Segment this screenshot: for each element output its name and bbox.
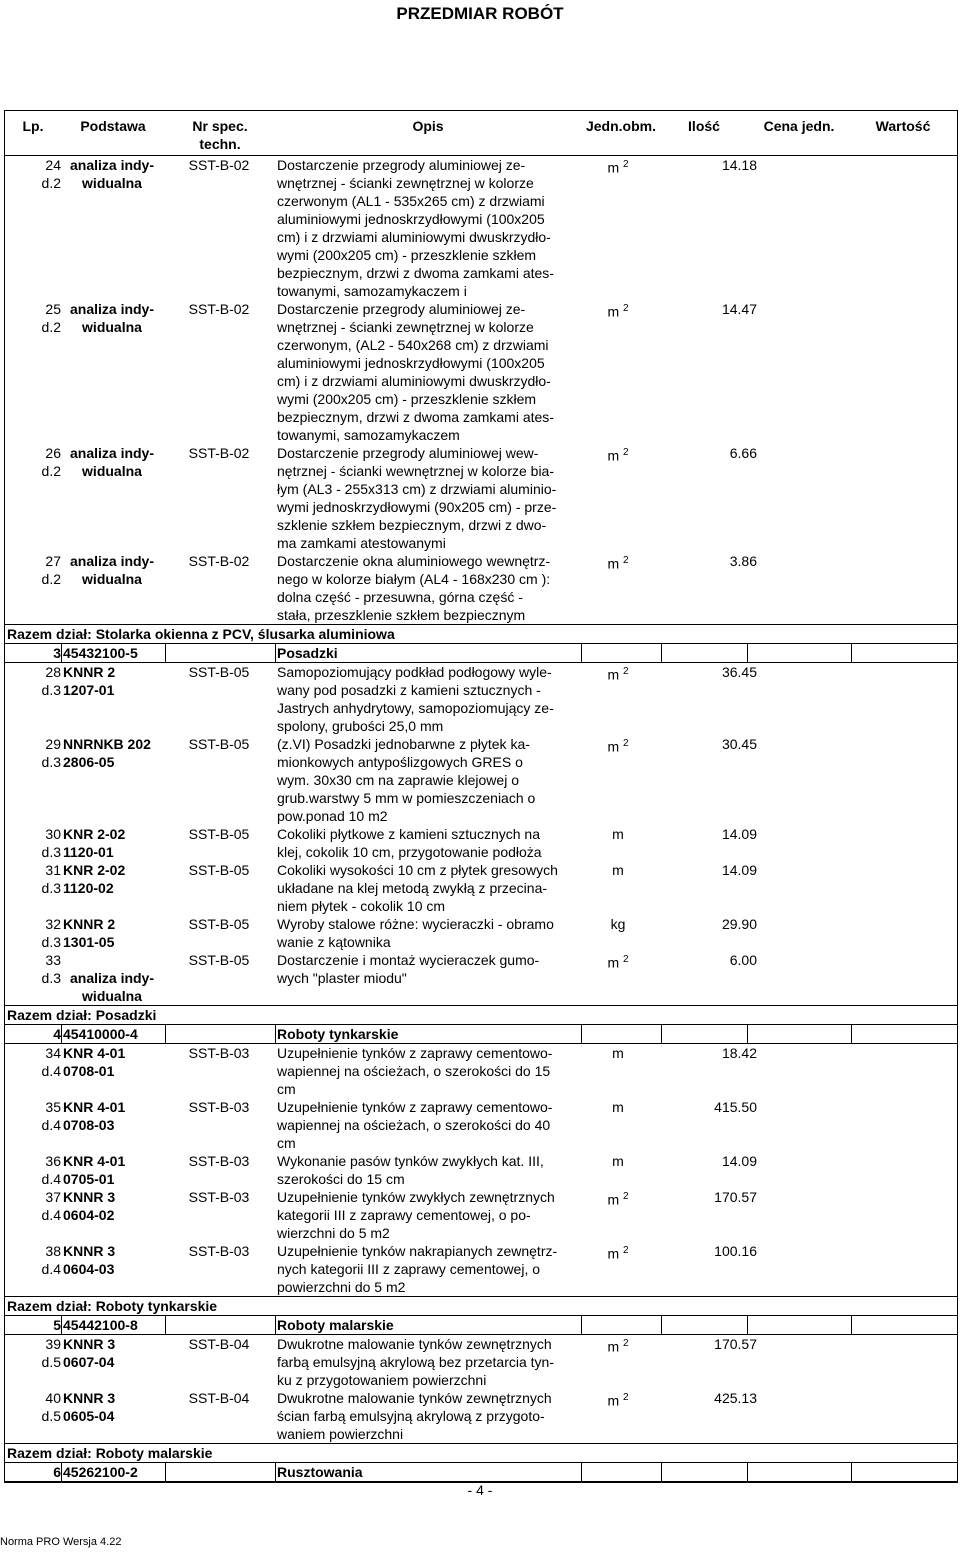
quantity-cell: 14.47 — [721, 301, 757, 317]
grid-line — [851, 1462, 852, 1482]
table-row — [5, 1188, 957, 1242]
quantity-cell: 30.45 — [721, 736, 757, 752]
opis-cell: Samopoziomujący podkład podłogowy wyle- wany pod posadzki z kamieni sztucznych - Jastrych anhydrytowy, samopoziomujący ze- spolony, grubości 25,0 mm — [277, 664, 554, 734]
table-row — [5, 156, 957, 300]
nr-spec-cell: SST-B-05 — [188, 862, 250, 878]
unit-cell: m — [612, 1099, 624, 1115]
quantity-cell: 3.86 — [729, 553, 757, 569]
table-row — [5, 951, 957, 1005]
podstawa-cell: KNR 4-01 0708-03 — [63, 1099, 126, 1133]
section-header-row — [5, 1462, 957, 1482]
section-number: 3 — [53, 645, 61, 661]
header-opis: Opis — [412, 118, 444, 134]
nr-spec-cell: SST-B-03 — [188, 1045, 250, 1061]
unit-cell: m — [612, 862, 624, 878]
software-footer: Norma PRO Wersja 4.22 — [0, 1536, 122, 1548]
lp-cell: 25 d.2 — [41, 301, 61, 335]
podstawa-cell: KNNR 3 0604-02 — [63, 1189, 116, 1223]
grid-line — [275, 1315, 276, 1335]
table-row — [5, 552, 957, 624]
podstawa-cell: NNRNKB 202 2806-05 — [63, 736, 151, 770]
grid-line — [581, 1315, 582, 1335]
lp-cell: 30 d.3 — [41, 826, 61, 860]
grid-line — [165, 1315, 166, 1335]
grid-line — [275, 643, 276, 663]
page-title: PRZEDMIAR ROBÓT — [396, 4, 564, 23]
section-header-row — [5, 1024, 957, 1044]
grid-line — [747, 643, 748, 663]
grid-line — [747, 1315, 748, 1335]
section-number: 5 — [53, 1317, 61, 1333]
header-ilosc: Ilość — [688, 118, 720, 134]
table-row — [5, 825, 957, 861]
quantity-cell: 14.09 — [721, 1153, 757, 1169]
table-row — [5, 1152, 957, 1188]
opis-cell: (z.VI) Posadzki jednobarwne z płytek ka- mionkowych antypoślizgowych GRES o wym. 30x30 cm na zaprawie klejowej o grub.warstwy 5 mm w pomieszczeniach o pow.ponad 10 m2 — [277, 736, 536, 824]
opis-cell: Uzupełnienie tynków nakrapianych zewnętrz- nych kategorii III z zaprawy cementowej, o powierzchni do 5 m2 — [277, 1243, 558, 1295]
grid-line — [851, 643, 852, 663]
unit-cell: m $^2$ — [607, 303, 629, 320]
header-cena: Cena jedn. — [763, 118, 835, 134]
quantity-cell: 6.00 — [729, 952, 757, 968]
unit-cell: m $^2$ — [607, 447, 629, 464]
lp-cell: 36 d.4 — [41, 1153, 61, 1187]
lp-cell: 35 d.4 — [41, 1099, 61, 1133]
section-total-row: Razem dział: Roboty tynkarskie — [5, 1296, 957, 1315]
podstawa-cell: KNNR 3 0605-04 — [63, 1390, 116, 1424]
table-row — [5, 915, 957, 951]
grid-line — [747, 1024, 748, 1044]
grid-line — [581, 1462, 582, 1482]
table-row — [5, 663, 957, 735]
grid-line — [61, 643, 62, 663]
grid-line — [851, 1315, 852, 1335]
nr-spec-cell: SST-B-03 — [188, 1189, 250, 1205]
podstawa-cell: analiza indy- widualna — [69, 445, 155, 479]
table-row — [5, 1389, 957, 1443]
podstawa-cell: KNNR 3 0607-04 — [63, 1336, 116, 1370]
header-nr-spec: Nr spec. techn. — [192, 118, 248, 152]
table-header — [5, 111, 957, 156]
estimate-table — [4, 110, 958, 1483]
quantity-cell: 425.13 — [714, 1390, 757, 1406]
unit-cell: kg — [610, 916, 626, 932]
unit-cell: m $^2$ — [607, 954, 629, 971]
unit-cell: m — [612, 1153, 624, 1169]
table-row — [5, 1242, 957, 1296]
nr-spec-cell: SST-B-03 — [188, 1099, 250, 1115]
grid-line — [61, 1024, 62, 1044]
lp-cell: 28 d.3 — [41, 664, 61, 698]
podstawa-cell: KNR 4-01 0705-01 — [63, 1153, 126, 1187]
opis-cell: Dostarczenie okna aluminiowego wewnętrz- nego w kolorze białym (AL4 - 168x230 cm ): dolna część - przesuwna, górna część - stała, przeszklenie szkłem bezpiecznym — [277, 553, 551, 623]
page-number: - 4 - — [467, 1482, 493, 1498]
section-code: 45410000-4 — [63, 1026, 138, 1042]
lp-cell: 31 d.3 — [41, 862, 61, 896]
opis-cell: Wyroby stalowe różne: wycieraczki - obramo wanie z kątownika — [277, 916, 554, 950]
section-header-row — [5, 643, 957, 663]
opis-cell: Dostarczenie i montaż wycieraczek gumo- wych "plaster miodu" — [277, 952, 540, 986]
opis-cell: Uzupełnienie tynków zwykłych zewnętrznych kategorii III z zaprawy cementowej, o po- wierzchni do 5 m2 — [277, 1189, 555, 1241]
section-title: Roboty tynkarskie — [277, 1026, 399, 1042]
quantity-cell: 100.16 — [714, 1243, 757, 1259]
section-header-row — [5, 1315, 957, 1335]
lp-cell: 32 d.3 — [41, 916, 61, 950]
section-total-row: Razem dział: Stolarka okienna z PCV, ślusarka aluminiowa — [5, 624, 957, 643]
opis-cell: Dwukrotne malowanie tynków zewnętrznych farbą emulsyjną akrylową bez przetarcia tyn- ku z przygotowaniem powierzchni — [277, 1336, 555, 1388]
grid-line — [61, 1462, 62, 1482]
nr-spec-cell: SST-B-04 — [188, 1390, 250, 1406]
quantity-cell: 170.57 — [714, 1336, 757, 1352]
section-code: 45262100-2 — [63, 1464, 138, 1480]
lp-cell: 39 d.5 — [41, 1336, 61, 1370]
section-code: 45432100-5 — [63, 645, 138, 661]
lp-cell: 38 d.4 — [41, 1243, 61, 1277]
nr-spec-cell: SST-B-02 — [188, 301, 250, 317]
opis-cell: Dostarczenie przegrody aluminiowej ze- wnętrznej - ścianki zewnętrznej w kolorze czerwonym (AL1 - 535x265 cm) z drzwiami aluminiowymi jednoskrzydłowymi (100x205 cm) i z drzwiami aluminiowymi dwuskrzydło- wymi (200x205 cm) - przeszklenie szkłem bezpiecznym, drzwi z dwoma zamkami ates- towanymi, samozamykaczem i — [277, 157, 554, 299]
opis-cell: Uzupełnienie tynków z zaprawy cementowo- wapiennej na ościeżach, o szerokości do 15 cm — [277, 1045, 553, 1097]
table-row — [5, 861, 957, 915]
lp-cell: 29 d.3 — [41, 736, 61, 770]
podstawa-cell: KNR 2-02 1120-02 — [63, 862, 126, 896]
grid-line — [275, 1462, 276, 1482]
nr-spec-cell: SST-B-02 — [188, 553, 250, 569]
table-row — [5, 1044, 957, 1098]
lp-cell: 37 d.4 — [41, 1189, 61, 1223]
header-podstawa: Podstawa — [80, 118, 146, 134]
podstawa-cell: analiza indy- widualna — [69, 301, 155, 335]
section-code: 45442100-8 — [63, 1317, 138, 1333]
unit-cell: m $^2$ — [607, 159, 629, 176]
podstawa-cell: analiza indy- widualna — [69, 553, 155, 587]
podstawa-cell: KNNR 2 1301-05 — [63, 916, 116, 950]
opis-cell: Cokoliki wysokości 10 cm z płytek gresowych układane na klej metodą zwykłą z przecina- niem płytek - cokolik 10 cm — [277, 862, 558, 914]
grid-line — [851, 1024, 852, 1044]
grid-line — [165, 1024, 166, 1044]
quantity-cell: 36.45 — [721, 664, 757, 680]
lp-cell: 40 d.5 — [41, 1390, 61, 1424]
header-wartosc: Wartość — [875, 118, 931, 134]
quantity-cell: 415.50 — [714, 1099, 757, 1115]
grid-line — [275, 1024, 276, 1044]
quantity-cell: 14.18 — [721, 157, 757, 173]
unit-cell: m — [612, 1045, 624, 1061]
opis-cell: Uzupełnienie tynków z zaprawy cementowo- wapiennej na ościeżach, o szerokości do 40 cm — [277, 1099, 553, 1151]
grid-line — [165, 1462, 166, 1482]
section-title: Posadzki — [277, 645, 338, 661]
nr-spec-cell: SST-B-03 — [188, 1243, 250, 1259]
quantity-cell: 170.57 — [714, 1189, 757, 1205]
unit-cell: m — [612, 826, 624, 842]
nr-spec-cell: SST-B-02 — [188, 445, 250, 461]
opis-cell: Cokoliki płytkowe z kamieni sztucznych na klej, cokolik 10 cm, przygotowanie podłoża — [277, 826, 542, 860]
quantity-cell: 29.90 — [721, 916, 757, 932]
grid-line — [581, 1024, 582, 1044]
unit-cell: m $^2$ — [607, 1392, 629, 1409]
nr-spec-cell: SST-B-05 — [188, 826, 250, 842]
table-body — [5, 156, 957, 1482]
nr-spec-cell: SST-B-02 — [188, 157, 250, 173]
quantity-cell: 18.42 — [721, 1045, 757, 1061]
lp-cell: 26 d.2 — [41, 445, 61, 479]
table-row — [5, 444, 957, 552]
table-row — [5, 1335, 957, 1389]
section-total-row: Razem dział: Posadzki — [5, 1005, 957, 1024]
grid-line — [581, 643, 582, 663]
quantity-cell: 14.09 — [721, 826, 757, 842]
unit-cell: m $^2$ — [607, 666, 629, 683]
opis-cell: Wykonanie pasów tynków zwykłych kat. III, szerokości do 15 cm — [277, 1153, 544, 1187]
opis-cell: Dwukrotne malowanie tynków zewnętrznych ścian farbą emulsyjną akrylową z przygoto- waniem powierzchni — [277, 1390, 552, 1442]
section-number: 4 — [53, 1026, 61, 1042]
section-number: 6 — [53, 1464, 61, 1480]
podstawa-cell: analiza indy- widualna — [69, 970, 155, 1004]
lp-cell: 34 d.4 — [41, 1045, 61, 1079]
lp-cell: 33 d.3 — [41, 952, 61, 986]
table-row — [5, 1098, 957, 1152]
quantity-cell: 6.66 — [729, 445, 757, 461]
section-title: Rusztowania — [277, 1464, 363, 1480]
nr-spec-cell: SST-B-05 — [188, 916, 250, 932]
table-row — [5, 300, 957, 444]
unit-cell: m $^2$ — [607, 1191, 629, 1208]
grid-line — [661, 1024, 662, 1044]
nr-spec-cell: SST-B-05 — [188, 736, 250, 752]
section-title: Roboty malarskie — [277, 1317, 394, 1333]
unit-cell: m $^2$ — [607, 555, 629, 572]
unit-cell: m $^2$ — [607, 1245, 629, 1262]
lp-cell: 24 d.2 — [41, 157, 61, 191]
grid-line — [747, 1462, 748, 1482]
grid-line — [661, 1462, 662, 1482]
podstawa-cell: KNNR 2 1207-01 — [63, 664, 116, 698]
table-row — [5, 735, 957, 825]
grid-line — [661, 643, 662, 663]
nr-spec-cell: SST-B-05 — [188, 664, 250, 680]
podstawa-cell: KNR 4-01 0708-01 — [63, 1045, 126, 1079]
podstawa-cell: KNR 2-02 1120-01 — [63, 826, 126, 860]
unit-cell: m $^2$ — [607, 1338, 629, 1355]
lp-cell: 27 d.2 — [41, 553, 61, 587]
opis-cell: Dostarczenie przegrody aluminiowej ze- wnętrznej - ścianki zewnętrznej w kolorze czerwonym, (AL2 - 540x268 cm) z drzwiami aluminiowymi jednoskrzydłowymi (100x205 cm) i z drzwiami aluminiowymi dwuskrzydło- wymi (200x205 cm) - przeszklenie szkłem bezpiecznym, drzwi z dwoma zamkami ates- towanymi, samozamykaczem — [277, 301, 554, 443]
quantity-cell: 14.09 — [721, 862, 757, 878]
header-lp: Lp. — [22, 118, 44, 134]
grid-line — [661, 1315, 662, 1335]
grid-line — [61, 1315, 62, 1335]
opis-cell: Dostarczenie przegrody aluminiowej wew- nętrznej - ścianki wewnętrznej w kolorze bia- łym (AL3 - 255x313 cm) z drzwiami aluminio- wymi jednoskrzydłowymi (90x205 cm) - prze- szklenie szkłem bezpiecznym, drzwi z dwo- ma zamkami atestowanymi — [277, 445, 557, 551]
nr-spec-cell: SST-B-05 — [188, 952, 250, 968]
nr-spec-cell: SST-B-03 — [188, 1153, 250, 1169]
grid-line — [165, 643, 166, 663]
unit-cell: m $^2$ — [607, 738, 629, 755]
section-total-row: Razem dział: Roboty malarskie — [5, 1443, 957, 1462]
podstawa-cell: KNNR 3 0604-03 — [63, 1243, 116, 1277]
header-jedn: Jedn.obm. — [585, 118, 656, 134]
podstawa-cell: analiza indy- widualna — [69, 157, 155, 191]
nr-spec-cell: SST-B-04 — [188, 1336, 250, 1352]
